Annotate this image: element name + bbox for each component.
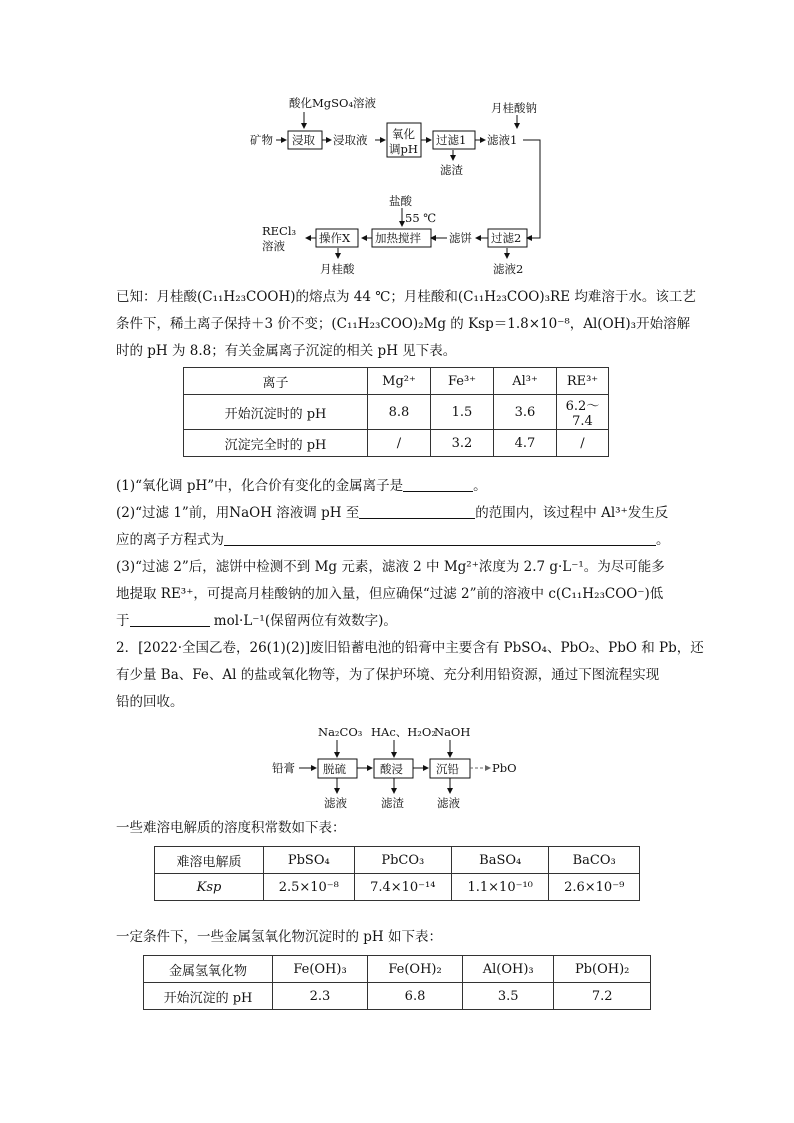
svg-text:浸取液: 浸取液 bbox=[333, 133, 368, 147]
svg-text:加热搅拌: 加热搅拌 bbox=[375, 231, 421, 245]
answer-blank-2[interactable] bbox=[359, 504, 475, 519]
answer-blank-4[interactable] bbox=[130, 612, 210, 627]
ion-ph-table bbox=[183, 367, 609, 457]
ph-intro: 一定条件下，一些金属氢氧化物沉淀时的 pH 如下表： bbox=[116, 929, 442, 945]
svg-text:铅膏: 铅膏 bbox=[272, 761, 295, 775]
svg-text:操作X: 操作X bbox=[319, 231, 351, 245]
svg-text:NaOH: NaOH bbox=[434, 725, 471, 739]
svg-text:过滤2: 过滤2 bbox=[491, 231, 522, 245]
answer-blank-1[interactable] bbox=[403, 477, 473, 492]
svg-text:滤渣: 滤渣 bbox=[381, 796, 404, 810]
svg-text:沉铅: 沉铅 bbox=[436, 762, 459, 776]
svg-text:55 ℃: 55 ℃ bbox=[405, 211, 437, 225]
ksp-intro: 一些难溶电解质的溶度积常数如下表： bbox=[116, 820, 346, 836]
svg-text:氧化: 氧化 bbox=[392, 127, 415, 141]
svg-text:滤渣: 滤渣 bbox=[440, 163, 463, 177]
svg-text:滤饼: 滤饼 bbox=[449, 231, 472, 245]
answer-blank-3[interactable] bbox=[224, 531, 656, 546]
svg-text:PbO: PbO bbox=[492, 761, 517, 775]
ksp-table bbox=[154, 846, 640, 901]
svg-text:滤液1: 滤液1 bbox=[487, 133, 518, 147]
table-row: 难溶电解质 PbSO₄ PbCO₃ BaSO₄ BaCO₃ bbox=[155, 847, 640, 874]
svg-text:滤液: 滤液 bbox=[324, 796, 347, 810]
known-paragraph: 已知：月桂酸(C₁₁H₂₃COOH)的熔点为 44 ℃；月桂酸和(C₁₁H₂₃COO)₃RE 均难溶于水。该工艺 条件下，稀土离子保持＋3 价不变；(C₁₁H₂₃COO)₂Mg 的 Ksp＝1.8×10⁻⁸，Al(OH)₃开始溶解 时的 pH 为 8.8；有关金属离子沉淀的相关 pH 见下表。 bbox=[116, 289, 696, 359]
svg-text:调pH: 调pH bbox=[389, 142, 418, 156]
svg-text:Na₂CO₃: Na₂CO₃ bbox=[318, 725, 363, 739]
svg-text:月桂酸: 月桂酸 bbox=[320, 262, 355, 276]
table-row: Ksp 2.5×10⁻⁸ 7.4×10⁻¹⁴ 1.1×10⁻¹⁰ 2.6×10⁻⁹ bbox=[155, 874, 640, 901]
table-row: 开始沉淀时的 pH 8.8 1.5 3.6 6.2～7.4 bbox=[184, 395, 609, 430]
svg-text:盐酸: 盐酸 bbox=[389, 194, 412, 208]
table-row: 金属氢氧化物 Fe(OH)₃ Fe(OH)₂ Al(OH)₃ Pb(OH)₂ bbox=[144, 956, 651, 983]
svg-text:滤液: 滤液 bbox=[437, 796, 460, 810]
svg-text:HAc、H₂O₂: HAc、H₂O₂ bbox=[371, 725, 436, 739]
questions: (1)“氧化调 pH”中，化合价有变化的金属离子是 。 (2)“过滤 1”前，用NaOH 溶液调 pH 至 的范围内，该过程中 Al³⁺发生反 应的离子方程式为 。 (3)“过滤 2”后，滤饼中检测不到 Mg 元素，滤液 2 中 Mg²⁺浓度为 2.7 g·L⁻¹。为尽可能多 地提取 RE³⁺，可提高月桂酸钠的加入量，但应确保“过滤 2”前的溶液中 c(C₁₁H₂₃COO⁻)低 于 mol·L⁻¹(保留两位有效数字)。 bbox=[116, 478, 670, 629]
svg-text:脱硫: 脱硫 bbox=[323, 762, 346, 776]
flow-top-reagent: 酸化MgSO₄溶液 bbox=[289, 96, 377, 110]
flowchart-1 bbox=[0, 0, 794, 290]
flowchart-2 bbox=[0, 715, 794, 815]
svg-text:过滤1: 过滤1 bbox=[436, 133, 467, 147]
problem-2: 2．[2022·全国乙卷，26(1)(2)]废旧铅蓄电池的铅膏中主要含有 PbSO₄、PbO₂、PbO 和 Pb，还 有少量 Ba、Fe、Al 的盐或氧化物等，为了保护环境、充分利用铅资源，通过下图流程实现 铅的回收。 bbox=[116, 640, 704, 710]
svg-text:矿物: 矿物 bbox=[250, 133, 273, 147]
table-row: 沉淀完全时的 pH / 3.2 4.7 / bbox=[184, 430, 609, 457]
hydroxide-ph-table bbox=[143, 955, 651, 1010]
svg-text:滤液2: 滤液2 bbox=[493, 262, 524, 276]
svg-text:溶液: 溶液 bbox=[262, 239, 285, 253]
svg-text:酸浸: 酸浸 bbox=[380, 762, 403, 776]
svg-text:浸取: 浸取 bbox=[292, 133, 315, 147]
table-row: 开始沉淀的 pH 2.3 6.8 3.5 7.2 bbox=[144, 983, 651, 1010]
svg-text:月桂酸钠: 月桂酸钠 bbox=[491, 101, 537, 115]
table-row: 离子 Mg²⁺ Fe³⁺ Al³⁺ RE³⁺ bbox=[184, 368, 609, 395]
svg-text:RECl₃: RECl₃ bbox=[262, 224, 297, 238]
